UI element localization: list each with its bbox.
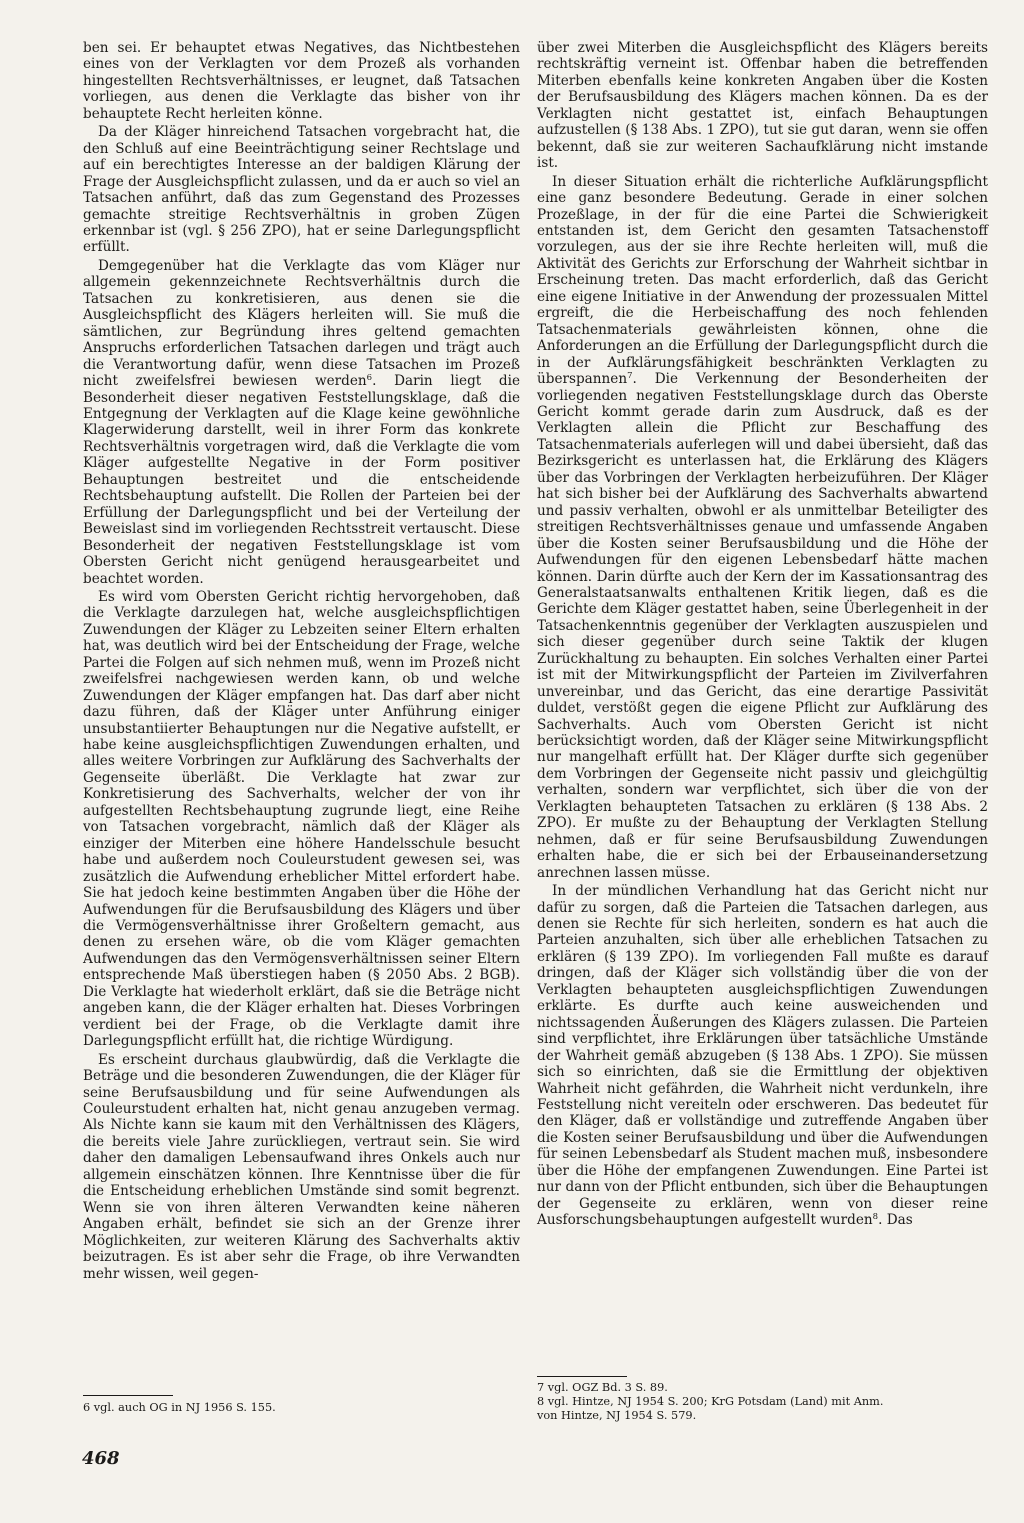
paragraph: Es erscheint durchaus glaubwürdig, daß die Verklagte die Beträge und die besonderen Zuwendungen, die der Kläger für seine Berufsausbildung und für seine Aufwendungen als Couleurstudent erhalten hat, nicht genau anzugeben vermag. Als Nichte kann sie kaum mit den Verhältnissen des Klägers, die bereits viele Jahre zurückliegen, vertraut sein. Sie wird daher den damaligen Lebensaufwand ihres Onkels auch nur allgemein einschätzen können. Ihre Kenntnisse über die für die Entscheidung erheblichen Umstände sind somit begrenzt. Wenn sie von ihren älteren Verwandten keine näheren Angaben erhält, befindet sie sich an der Grenze ihrer Möglichkeiten, zur weiteren Klärung des Sachverhalts aktiv beizutragen. Es ist aber sehr die Frage, ob ihre Verwandten mehr wissen, weil gegen- <box>83 1051 520 1282</box>
paragraph <box>83 258 520 587</box>
paragraph-text: . Das <box>878 1212 913 1229</box>
paragraph <box>537 174 988 881</box>
right-column <box>537 40 988 1229</box>
paragraph-text: . Darin liegt die Besonderheit dieser negativen Feststellungsklage, daß die Entgegnung der Verklagten auf die Klage keine gewöhnliche Klagerwiderung darstellt, weil in ihrer Form das konkrete Rechtsverhältnis vorgetragen wird, daß die Verklagte die vom Kläger aufgestellte Negative in der Form positiver Behauptungen bestreitet und die entscheidende Rechtsbehauptung aufstellt. Die Rollen der Parteien bei der Erfüllung der Darlegungspflicht und bei der Verteilung der Beweislast sind im vorliegenden Rechtsstreit vertauscht. Diese Besonderheit der negativen Feststellungsklage ist vom Obersten Gericht nicht genügend herausgearbeitet und beachtet worden. <box>83 373 521 587</box>
footnotes-right <box>537 1381 988 1423</box>
footnote-reference: 7 <box>627 371 633 382</box>
footnote: 8 vgl. Hintze, NJ 1954 S. 200; KrG Potsdam (Land) mit Anm. <box>537 1395 884 1408</box>
footnote: 7 vgl. OGZ Bd. 3 S. 89. <box>537 1381 668 1394</box>
footnote-reference: 8 <box>872 1212 879 1223</box>
paragraph-text: In dieser Situation erhält die richterliche Aufklärungspflicht eine ganz besondere Bedeutung. Gerade in einer solchen Prozeßlage, in der für die eine Partei die Schwierigkeit entstanden ist, dem Gericht den gesamten Tatsachenstoff vorzulegen, aus der sie ihre Rechte herleiten will, muß die Aktivität des Gerichts zur Erforschung der Wahrheit sichtbar in Erscheinung treten. Das macht erforderlich, daß das Gericht eine eigene Initiative in der Anwendung der prozessualen Mittel ergreift, die die Herbeischaffung des noch fehlenden Tatsachenmaterials gewährleisten können, ohne die Anforderungen an die Erfüllung der Darlegungspflicht durch die in der Aufklärungsfähigkeit beschränkten Verklagten zu überspannen <box>537 173 988 388</box>
footnote-reference: 6 <box>366 373 373 384</box>
footnotes-left <box>83 1401 520 1415</box>
paragraph: Es wird vom Obersten Gericht richtig hervorgehoben, daß die Verklagte darzulegen hat, welche ausgleichspflichtigen Zuwendungen der Kläger zu Lebzeiten seiner Eltern erhalten hat, was deutlich wird bei der Entscheidung der Frage, welche Partei die Folgen auf sich nehmen muß, wenn im Prozeß nicht zweifelsfrei nachgewiesen werden kann, ob und welche Zuwendungen der Kläger empfangen hat. Das darf aber nicht dazu führen, daß der Kläger unter Anführung einiger unsubstantiierter Behauptungen nur die Negative aufstellt, er habe keine ausgleichspflichtigen Zuwendungen erhalten, und alles weitere Vorbringen zur Aufklärung des Sachverhalts der Gegenseite überläßt. Die Verklagte hat zwar zur Konkretisierung des Sachverhalts, welcher der von ihr aufgestellten Rechtsbehauptung zugrunde liegt, eine Reihe von Tatsachen vorgebracht, nämlich daß der Kläger als einziger der Miterben eine höhere Handelsschule besucht habe und außerdem noch Couleurstudent gewesen sei, was zusätzlich die Aufwendung erheblicher Mittel erfordert habe. Sie hat jedoch keine bestimmten Angaben über die Höhe der Aufwendungen für die Berufsausbildung des Klägers und über die Vermögensverhältnisse ihrer Großeltern gemacht, aus denen zu ersehen wäre, ob die vom Kläger gemachten Aufwendungen das den Vermögensverhältnissen seiner Eltern entsprechende Maß überstiegen haben (§ 2050 Abs. 2 BGB). Die Verklagte hat wiederholt erklärt, daß sie die Beträge nicht angeben kann, die der Kläger erhalten hat. Dieses Vorbringen verdient bei der Frage, ob die Verklagte damit ihre Darlegungspflicht erfüllt hat, die richtige Würdigung. <box>83 588 520 1050</box>
paragraph-text: . Die Verkennung der Besonderheiten der vorliegenden negativen Feststellungsklage durch das Oberste Gericht kommt gerade darin zum Ausdruck, daß es der Verklagten allein die Pflicht zur Beschaffung des Tatsachenmaterials auferlegen will und dabei übersieht, daß das Bezirksgericht es unterlassen hat, die Erklärung des Klägers über das Vorbringen der Verklagten herbeizuführen. Der Kläger hat sich bisher bei der Aufklärung des Sachverhalts abwartend und passiv verhalten, obwohl er als unmittelbar Beteiligter des streitigen Rechtsverhältnisses genaue und umfassende Angaben über die Kosten seiner Berufsausbildung und die Höhe der Aufwendungen für den eigenen Lebensbedarf hätte machen können. Darin dürfte auch der Kern der im Kassationsantrag des Generalstaatsanwalts enthaltenen Kritik liegen, daß es die Gerichte dem Kläger gestattet haben, seine Überlegenheit in der Tatsachenkenntnis gegenüber der Verklagten auszuspielen und sich dieser gegenüber durch seine Taktik der klugen Zurückhaltung zu behaupten. Ein solches Verhalten einer Partei ist mit der Mitwirkungspflicht der Parteien im Zivilverfahren unvereinbar, und das Gericht, das eine derartige Passivität duldet, verstößt gegen die eigene Pflicht zur Aufklärung des Sachverhalts. Auch vom Obersten Gericht ist nicht berücksichtigt worden, daß der Kläger seine Mitwirkungspflicht nur mangelhaft erfüllt hat. Der Kläger durfte sich gegenüber dem Vorbringen der Gegenseite nicht passiv und gleichgültig verhalten, sondern war verpflichtet, sich über die von der Verklagten behaupteten Tatsachen zu erklären (§ 138 Abs. 2 ZPO). Er mußte zu der Behauptung der Verklagten Stellung nehmen, daß er für seine Berufsausbildung Zuwendungen erhalten habe, die er sich bei der Erbauseinandersetzung anrechnen lassen müsse. <box>537 371 988 881</box>
page-number: 468 <box>82 1448 120 1469</box>
footnote: 6 vgl. auch OG in NJ 1956 S. 155. <box>83 1401 276 1414</box>
footnote-rule <box>537 1376 627 1377</box>
left-column <box>83 40 520 1282</box>
paragraph: ben sei. Er behauptet etwas Negatives, das Nichtbestehen eines von der Verklagten vor dem Prozeß als vorhanden hingestellten Rechtsverhältnisses, er leugnet, daß Tatsachen vorliegen, aus denen die Verklagte das bisher von ihr behauptete Recht herleiten könne. <box>83 40 520 122</box>
paragraph: über zwei Miterben die Ausgleichspflicht des Klägers bereits rechtskräftig verneint ist. Offenbar haben die betreffenden Miterben ebenfalls keine konkreten Angaben über die Kosten der Berufsausbildung des Klägers machen können. Da es der Verklagten nicht gestattet ist, einfach Behauptungen aufzustellen (§ 138 Abs. 1 ZPO), tut sie gut daran, wenn sie offen bekennt, daß sie zur weiteren Sachaufklärung nicht imstande ist. <box>537 40 988 172</box>
paragraph: Da der Kläger hinreichend Tatsachen vorgebracht hat, die den Schluß auf eine Beeinträchtigung seiner Rechtslage und auf ein berechtigtes Interesse an der baldigen Klärung der Frage der Ausgleichspflicht zulassen, und da er auch so viel an Tatsachen anführt, daß das zum Gegenstand des Prozesses gemachte streitige Rechtsverhältnis in groben Zügen erkennbar ist (vgl. § 256 ZPO), hat er seine Darlegungspflicht erfüllt. <box>83 124 520 256</box>
footnote-rule <box>83 1395 173 1396</box>
paragraph <box>537 883 988 1229</box>
footnote: von Hintze, NJ 1954 S. 579. <box>537 1409 697 1422</box>
paragraph-text: In der mündlichen Verhandlung hat das Gericht nicht nur dafür zu sorgen, daß die Parteien die Tatsachen darlegen, aus denen sie Rechte für sich herleiten, sondern es hat auch die Parteien anzuhalten, sich über alle erheblichen Tatsachen zu erklären (§ 139 ZPO). Im vorliegenden Fall mußte es darauf dringen, daß der Kläger sich vollständig über die von der Verklagten behaupteten ausgleichspflichtigen Zuwendungen erklärte. Es durfte auch keine ausweichenden und nichtssagenden Äußerungen des Klägers zulassen. Die Parteien sind verpflichtet, ihre Erklärungen über tatsächliche Umstände der Wahrheit gemäß abzugeben (§ 138 Abs. 1 ZPO). Sie müssen sich so einrichten, daß sie die Ermittlung der objektiven Wahrheit nicht gefährden, die Wahrheit nicht verdunkeln, ihre Feststellung nicht vereiteln oder erschweren. Das bedeutet für den Kläger, daß er vollständige und zutreffende Angaben über die Kosten seiner Berufsausbildung und über die Aufwendungen für seinen Lebensbedarf als Student machen muß, insbesondere über die Höhe der empfangenen Zuwendungen. Eine Partei ist nur dann von der Pflicht entbunden, sich über die Behauptungen der Gegenseite zu erklären, wenn von dieser reine Ausforschungsbehauptungen aufgestellt wurden <box>537 883 988 1229</box>
paragraph-text: Demgegenüber hat die Verklagte das vom Kläger nur allgemein gekennzeichnete Rechtsverhältnis durch die Tatsachen zu konkretisieren, aus denen sie die Ausgleichspflicht des Klägers herleiten will. Sie muß die sämtlichen, zur Begründung ihres geltend gemachten Anspruchs erforderlichen Tatsachen darlegen und trägt auch die Verantwortung dafür, wenn diese Tatsachen im Prozeß nicht zweifelsfrei bewiesen werden <box>83 257 520 390</box>
